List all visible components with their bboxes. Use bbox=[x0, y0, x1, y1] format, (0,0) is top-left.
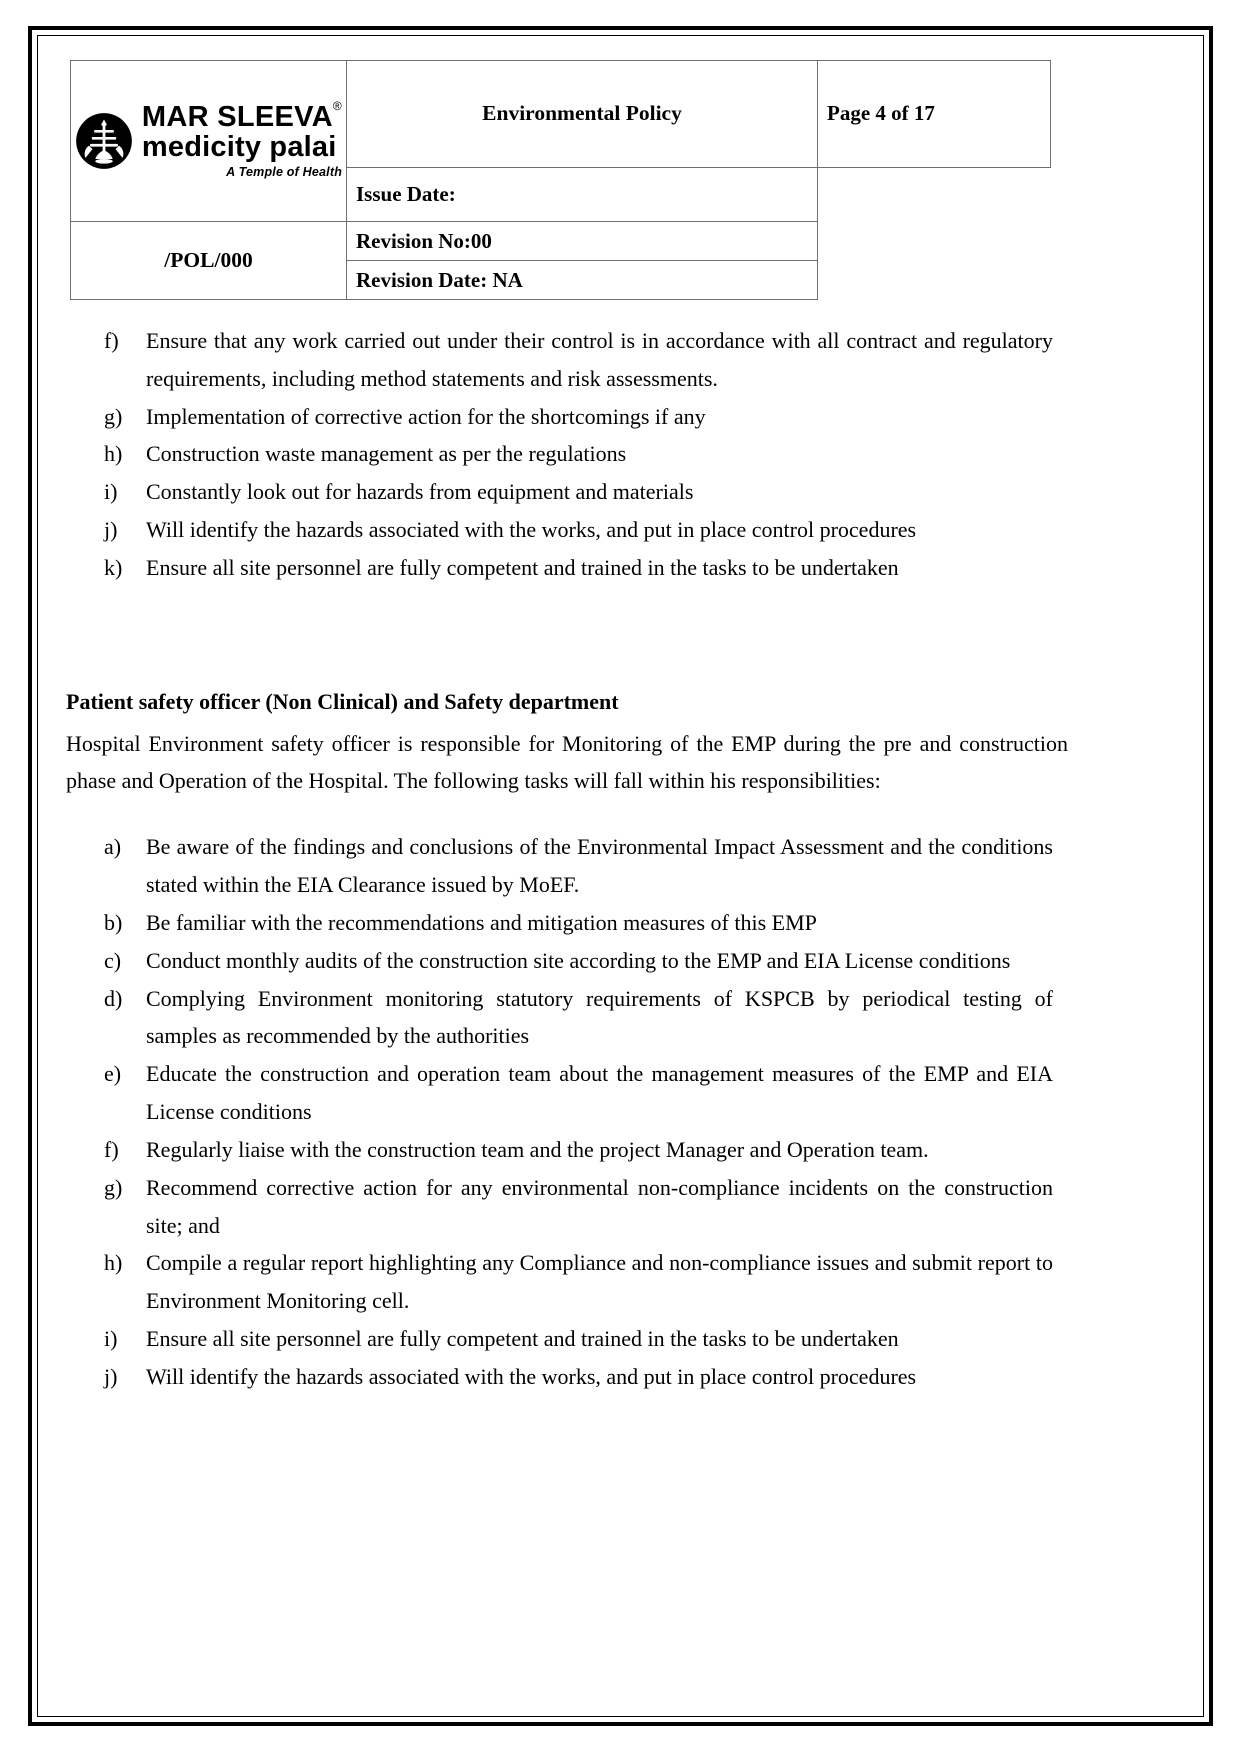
list-item bbox=[66, 904, 1071, 942]
list-marker: j) bbox=[104, 1363, 118, 1389]
logo-brand-line1: MAR SLEEVA bbox=[141, 101, 333, 134]
list-item-text: Ensure that any work carried out under their control is in accordance with all contract and regulatory requirements, including method statements and risk assessments. bbox=[146, 328, 1053, 391]
list-item-text: Regularly liaise with the construction team and the project Manager and Operation team. bbox=[146, 1136, 929, 1162]
list-marker: f) bbox=[104, 1136, 119, 1162]
document-body bbox=[66, 322, 1175, 1396]
list-item bbox=[66, 1131, 1071, 1169]
list-marker: a) bbox=[104, 834, 122, 860]
list-marker: g) bbox=[104, 1174, 123, 1200]
logo-cell bbox=[71, 61, 347, 222]
document-header-table bbox=[70, 60, 1051, 300]
spacer bbox=[66, 800, 1175, 828]
list-item-text: Construction waste management as per the regulations bbox=[146, 441, 627, 467]
list-item-text: Recommend corrective action for any environmental non-compliance incidents on the construction site; and bbox=[146, 1174, 1053, 1238]
list-item-text: Ensure all site personnel are fully competent and trained in the tasks to be undertaken bbox=[146, 1326, 899, 1352]
list-item-text: Constantly look out for hazards from equipment and materials bbox=[146, 479, 694, 505]
list-marker: j) bbox=[104, 517, 118, 543]
list-item-text: Ensure all site personnel are fully competent and trained in the tasks to be undertaken bbox=[146, 554, 899, 580]
list-marker: h) bbox=[104, 441, 123, 467]
list-item-text: Be aware of the findings and conclusions of the Environmental Impact Assessment and the conditions stated within the EIA Clearance issued by MoEF. bbox=[146, 834, 1053, 898]
responsibilities-list-one bbox=[66, 322, 1071, 587]
list-item bbox=[66, 511, 1071, 549]
list-marker: i) bbox=[104, 479, 118, 505]
list-marker: h) bbox=[104, 1250, 123, 1276]
list-item bbox=[66, 322, 1071, 398]
list-marker: d) bbox=[104, 985, 123, 1011]
list-item-text: Will identify the hazards associated with the works, and put in place control procedures bbox=[146, 1363, 917, 1389]
registered-trademark-icon: ® bbox=[332, 98, 343, 113]
list-item-text: Compile a regular report highlighting any Compliance and non-compliance issues and submit report to Environment Monitoring cell. bbox=[146, 1250, 1053, 1314]
list-item bbox=[66, 980, 1071, 1056]
list-marker: b) bbox=[104, 909, 123, 935]
list-marker: e) bbox=[104, 1061, 122, 1087]
list-item bbox=[66, 1244, 1071, 1320]
logo bbox=[71, 65, 346, 217]
list-item-text: Complying Environment monitoring statutory requirements of KSPCB by periodical testing of samples as recommended by the authorities bbox=[146, 985, 1053, 1049]
list-marker: g) bbox=[104, 403, 123, 429]
list-item-text: Be familiar with the recommendations and mitigation measures of this EMP bbox=[146, 909, 817, 935]
section-paragraph: Hospital Environment safety officer is responsible for Monitoring of the EMP during the pre and construction phase and Operation of the Hospital. The following tasks will fall within his responsibilities: bbox=[66, 730, 1068, 794]
section-heading: Patient safety officer (Non Clinical) and Safety department bbox=[66, 688, 619, 714]
list-item-text: Conduct monthly audits of the construction site according to the EMP and EIA License conditions bbox=[146, 947, 1011, 973]
list-item-text: Implementation of corrective action for the shortcomings if any bbox=[146, 403, 706, 429]
list-item bbox=[66, 435, 1071, 473]
header-revision-no: Revision No:00 bbox=[347, 222, 818, 261]
list-item bbox=[66, 549, 1071, 587]
header-page-number: Page 4 of 17 bbox=[818, 61, 1051, 168]
page-content bbox=[66, 60, 1175, 1396]
list-item bbox=[66, 398, 1071, 436]
mar-sleeva-emblem-icon bbox=[75, 112, 133, 170]
list-marker: c) bbox=[104, 947, 122, 973]
logo-brand-line2: medicity palai bbox=[141, 131, 337, 164]
responsibilities-list-two bbox=[66, 828, 1071, 1395]
list-item bbox=[66, 942, 1071, 980]
list-marker: i) bbox=[104, 1326, 118, 1352]
logo-wordmark bbox=[141, 98, 343, 180]
list-item bbox=[66, 1320, 1071, 1358]
list-item bbox=[66, 828, 1071, 904]
logo-tagline: A Temple of Health bbox=[226, 165, 343, 180]
list-item bbox=[66, 1358, 1071, 1396]
header-document-code: /POL/000 bbox=[71, 222, 347, 300]
header-revision-date: Revision Date: NA bbox=[347, 261, 818, 300]
list-marker: k) bbox=[104, 554, 123, 580]
list-item bbox=[66, 473, 1071, 511]
list-marker: f) bbox=[104, 328, 119, 353]
list-item-text: Will identify the hazards associated with the works, and put in place control procedures bbox=[146, 517, 917, 543]
list-item-text: Educate the construction and operation team about the management measures of the EMP and EIA License conditions bbox=[146, 1061, 1053, 1125]
list-item bbox=[66, 1169, 1071, 1245]
list-item bbox=[66, 1055, 1071, 1131]
header-issue-date: Issue Date: bbox=[347, 167, 818, 221]
header-document-title: Environmental Policy bbox=[347, 61, 818, 168]
